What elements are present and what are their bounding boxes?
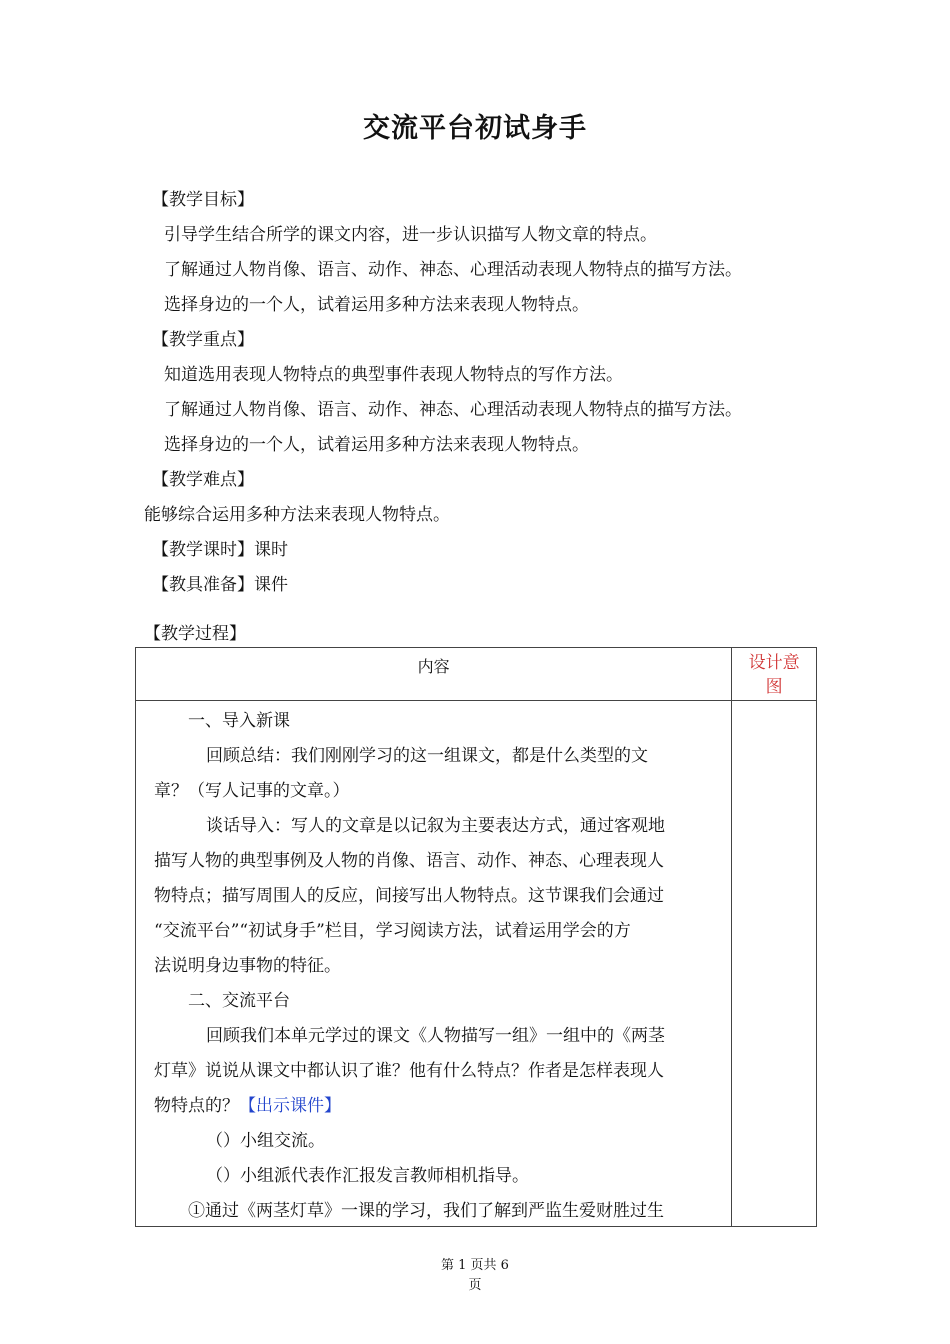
process-table	[135, 647, 817, 1227]
keypoint-item: 了解通过人物肖像、语言、动作、神态、心理活动表现人物特点的描写方法。	[164, 400, 742, 420]
process-line: 回顾我们本单元学过的课文《人物描写一组》一组中的《两茎	[206, 1026, 665, 1046]
keypoint-item: 选择身边的一个人，试着运用多种方法来表现人物特点。	[164, 435, 589, 455]
objective-item: 引导学生结合所学的课文内容，进一步认识描写人物文章的特点。	[164, 225, 657, 245]
process-line: 二、交流平台	[188, 991, 290, 1011]
page-number-line1: 第 1 页共 6	[441, 1258, 509, 1273]
objective-item: 选择身边的一个人，试着运用多种方法来表现人物特点。	[164, 295, 589, 315]
tools-line: 【教具准备】课件	[152, 575, 288, 595]
page-number-line2: 页	[468, 1278, 482, 1293]
col-intent-line2: 图	[765, 677, 783, 697]
keypoints-heading: 【教学重点】	[152, 330, 254, 350]
process-line: 灯草》说说从课文中都认识了谁？他有什么特点？作者是怎样表现人	[154, 1061, 664, 1081]
hours-line: 【教学课时】课时	[152, 540, 288, 560]
process-line: 描写人物的典型事例及人物的肖像、语言、动作、神态、心理表现人	[154, 851, 664, 871]
process-line: 法说明身边事物的特征。	[154, 956, 341, 976]
process-line: 物特点；描写周围人的反应，间接写出人物特点。这节课我们会通过	[154, 886, 664, 906]
process-line: （）小组交流。	[206, 1131, 325, 1151]
objective-item: 了解通过人物肖像、语言、动作、神态、心理活动表现人物特点的描写方法。	[164, 260, 742, 280]
process-heading: 【教学过程】	[144, 624, 246, 644]
difficulties-text: 能够综合运用多种方法来表现人物特点。	[144, 505, 450, 525]
process-line: “交流平台”“初试身手”栏目，学习阅读方法，试着运用学会的方	[154, 921, 631, 941]
process-line: 章？（写人记事的文章。）	[154, 781, 350, 801]
col-intent-header	[732, 648, 817, 701]
process-line-with-tag	[154, 1094, 341, 1118]
process-line: 谈话导入：写人的文章是以记叙为主要表达方式，通过客观地	[206, 816, 665, 836]
process-line-text: 物特点的？	[154, 1096, 239, 1116]
process-intent-cell	[732, 701, 817, 1227]
process-line: ①通过《两茎灯草》一课的学习，我们了解到严监生爱财胜过生	[188, 1201, 664, 1221]
process-content-cell	[136, 701, 732, 1227]
objectives-heading: 【教学目标】	[152, 190, 254, 210]
keypoint-item: 知道选用表现人物特点的典型事件表现人物特点的写作方法。	[164, 365, 623, 385]
process-line: 一、导入新课	[188, 711, 290, 731]
difficulties-heading: 【教学难点】	[152, 470, 254, 490]
process-line: （）小组派代表作汇报发言教师相机指导。	[206, 1166, 529, 1186]
page-title: 交流平台初试身手	[363, 113, 587, 144]
col-intent-line1: 设计意	[748, 653, 800, 673]
process-line: 回顾总结：我们刚刚学习的这一组课文，都是什么类型的文	[206, 746, 648, 766]
courseware-tag: 【出示课件】	[239, 1096, 341, 1116]
col-content-header: 内容	[136, 648, 732, 701]
page-footer	[0, 1256, 950, 1296]
